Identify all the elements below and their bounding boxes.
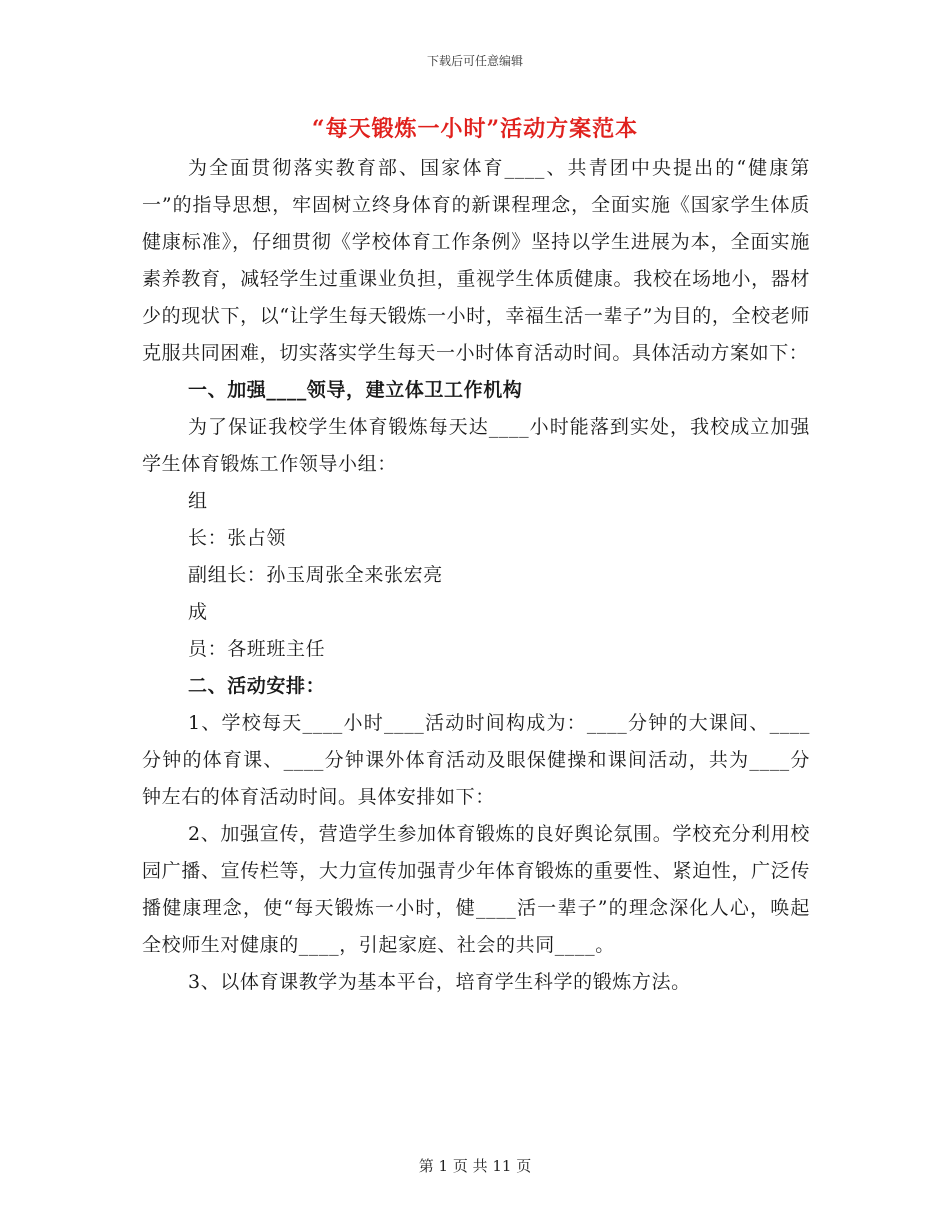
item-2-paragraph: 2、加强宣传，营造学生参加体育锻炼的良好舆论氛围。学校充分利用校园广播、宣传栏等，大力宣传加强青少年体育锻炼的重要性、紧迫性，广泛传播健康理念，使“每天锻炼一小时，健____活一辈子”的理念深化人心，唤起全校师生对健康的____，引起家庭、社会的共同____。 (142, 823, 810, 956)
intro-paragraph: 为全面贯彻落实教育部、国家体育____、共青团中央提出的“健康第一”的指导思想，牢固树立终身体育的新课程理念，全面实施《国家学生体质健康标准》，仔细贯彻《学校体育工作条例》坚持以学生进展为本，全面实施素养教育，减轻学生过重课业负担，重视学生体质健康。我校在场地小，器材少的现状下，以“让学生每天锻炼一小时，幸福生活一辈子”为目的，全校老师克服共同困难，切实落实学生每天一小时体育活动时间。具体活动方案如下： (142, 157, 810, 364)
section1-paragraph: 为了保证我校学生体育锻炼每天达____小时能落到实处，我校成立加强学生体育锻炼工作领导小组： (142, 416, 810, 475)
leader-label-line1: 组 (188, 490, 208, 512)
document-title: “每天锻炼一小时”活动方案范本 (311, 116, 639, 142)
member-label-line1: 成 (188, 601, 208, 623)
item-3-paragraph: 3、以体育课教学为基本平台，培育学生科学的锻炼方法。 (188, 971, 691, 993)
section-heading-2: 二、活动安排： (188, 675, 326, 697)
member-label-line2: 员：各班班主任 (188, 638, 326, 660)
section-heading-1: 一、加强____领导，建立体卫工作机构 (188, 379, 523, 401)
document-body (142, 150, 810, 1001)
item-1-paragraph: 1、学校每天____小时____活动时间构成为：____分钟的大课间、____分钟的体育课、____分钟课外体育活动及眼保健操和课间活动，共为____分钟左右的体育活动时间。具体安排如下： (142, 712, 810, 808)
page-footer: 第 1 页 共 11 页 (418, 1157, 532, 1175)
vice-leader-line: 副组长：孙玉周张全来张宏亮 (188, 564, 443, 586)
leader-label-line2: 长：张占领 (188, 527, 287, 549)
header-note: 下载后可任意编辑 (426, 54, 523, 68)
